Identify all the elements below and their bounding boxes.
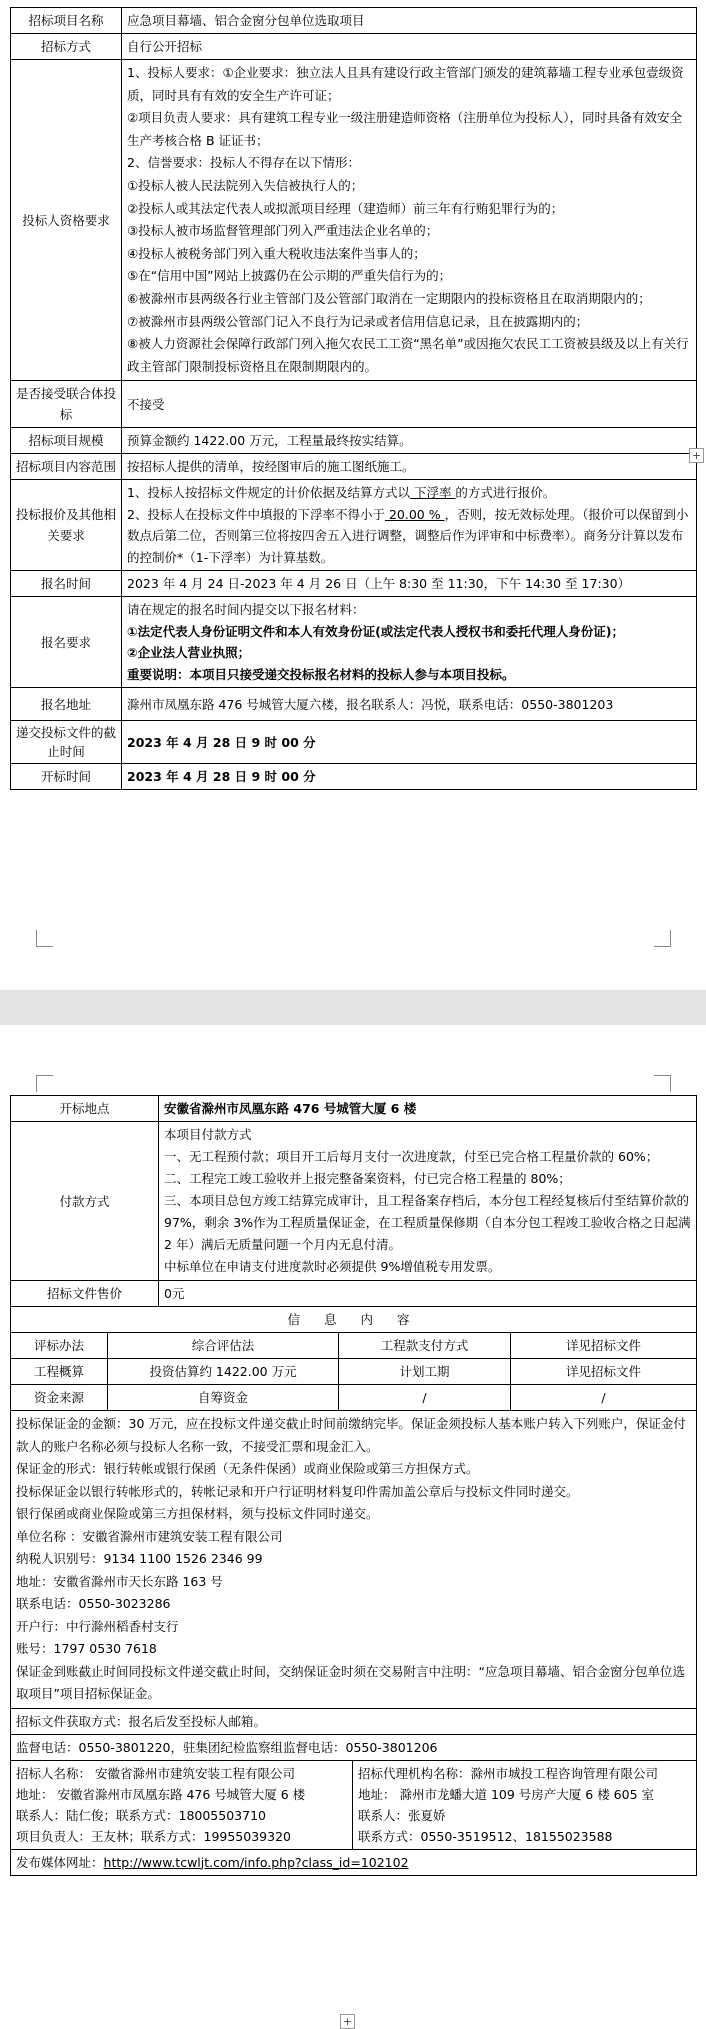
tender-info-table (10, 7, 697, 790)
value-open-time: 2023 年 4 月 28 日 9 时 00 分 (122, 764, 697, 790)
label-open-time: 开标时间 (11, 764, 122, 790)
tenderer-line: 联系人：陆仁俊；联系方式：18005503710 (16, 1807, 266, 1823)
row-qualification (11, 60, 697, 381)
row-media (11, 1849, 697, 1875)
row-info-header (11, 1307, 697, 1333)
label-deadline: 递交投标文件的截止时间 (11, 721, 122, 764)
qualification-line: ⑥被滁州市县两级各行业主管部门及公管部门取消在一定期限内的投标资格且在取消期限内的； (127, 290, 651, 306)
supervision-phone: 监督电话：0550-3801220，驻集团纪检监察组监督电话：0550-3801206 (11, 1734, 697, 1760)
qualification-line: ②投标人或其法定代表人或拟派项目经理（建造师）前三年有行贿犯罪行为的； (127, 200, 564, 216)
agent-line: 联系方式：0550-3519512、18155023588 (358, 1828, 613, 1844)
value-register-address: 滁州市凤凰东路 476 号城管大厦六楼，报名联系人：冯悦，联系电话：0550-3801203 (122, 688, 697, 721)
page-gap (0, 990, 706, 1025)
corner-mark (654, 1075, 671, 1092)
row-deadline (11, 721, 697, 764)
corner-mark (36, 1075, 53, 1092)
tender-info-table-2 (10, 1095, 697, 1876)
info-cell: / (339, 1385, 511, 1411)
info-cell: / (511, 1385, 697, 1411)
tenderer-info (11, 1760, 353, 1849)
register-req-line: ②企业法人营业执照； (127, 645, 251, 661)
value-payment (159, 1122, 697, 1281)
payment-line: 三、本项目总包方竣工结算完成审计，且工程备案存档后，本分包工程经复核后付至结算价款的 97%，剩余 3%作为工程质量保证金，在工程质量保修期（自本分包工程竣工验收合格之日起满 2 年）满后无质量问题一个月内无息付清。 (164, 1193, 691, 1252)
value-qualification (122, 60, 697, 381)
row-scope (11, 454, 697, 480)
bond-line: 保证金到账截止时间同投标文件递交截止时间，交纳保证金时须在交易附言中注明：“应急项目幕墙、铝合金窗分包单位选取项目”项目招标保证金。 (16, 1663, 685, 1701)
label-open-place: 开标地点 (11, 1096, 159, 1122)
label-fee: 招标文件售价 (11, 1281, 159, 1307)
payment-line: 本项目付款方式 (164, 1127, 252, 1142)
info-cell: 详见招标文件 (511, 1359, 697, 1385)
payment-line: 二、工程完工竣工验收并上报完整备案资料，付已完合格工程量的 80%； (164, 1171, 571, 1186)
info-cell: 综合评估法 (108, 1333, 339, 1359)
label-payment: 付款方式 (11, 1122, 159, 1281)
expand-plus-icon[interactable]: + (689, 448, 704, 463)
register-req-line: 请在规定的报名时间内提交以下报名材料： (127, 602, 365, 618)
bond-line: 银行保函或商业保险或第三方担保材料，须与投标文件同时递交。 (16, 1506, 379, 1521)
info-row (11, 1333, 697, 1359)
row-fee (11, 1281, 697, 1307)
qualification-line: ⑦被滁州市县两级公管部门记入不良行为记录或者信用信息记录，且在披露期内的； (127, 313, 589, 329)
agent-line: 联系人：张夏娇 (358, 1807, 446, 1823)
row-register-req (11, 597, 697, 688)
info-cell: 详见招标文件 (511, 1333, 697, 1359)
register-req-line: ①法定代表人身份证明文件和本人有效身份证(或法定代表人授权书和委托代理人身份证)； (127, 623, 625, 639)
document-page-1 (0, 0, 706, 990)
bond-line: 开户行：中行滁州稻香村支行 (16, 1618, 179, 1634)
label-tender-method: 招标方式 (11, 34, 122, 60)
agent-line: 地址： 滁州市龙蟠大道 109 号房产大厦 6 楼 605 室 (358, 1786, 655, 1802)
label-project-name: 招标项目名称 (11, 8, 122, 34)
row-tender-method (11, 34, 697, 60)
value-scope: 按招标人提供的清单，按经图审后的施工图纸施工。 (122, 454, 697, 480)
row-project-name (11, 8, 697, 34)
label-register-time: 报名时间 (11, 571, 122, 597)
media-link[interactable]: http://www.tcwljt.com/info.php?class_id=102102 (103, 1854, 409, 1870)
pricing-line-1: 1、投标人按招标文件规定的计价依据及结算方式以 下浮率 的方式进行报价。 (127, 485, 556, 501)
row-consortium (11, 381, 697, 428)
pricing-line-2: 2、投标人在投标文件中填报的下浮率不得小于 20.00 % ，否则，按无效标处理。（报价可以保留到小数点后第二位，否则第三位将按四舍五入进行调整，调整后作为评审和中标费率）。商务分计算以发布的控制价*（1-下浮率）为计算基数。 (127, 506, 689, 565)
qualification-line: ②项目负责人要求：具有建筑工程专业一级注册建造师资格（注册单位为投标人），同时具备有效安全生产考核合格 B 证证书； (127, 110, 682, 148)
label-consortium: 是否接受联合体投标 (11, 381, 122, 428)
bond-line: 联系电话：0550-3023286 (16, 1596, 171, 1611)
info-row (11, 1385, 697, 1411)
value-consortium: 不接受 (122, 381, 697, 428)
payment-line: 中标单位在申请支付进度款时必须提供 9%增值税专用发票。 (164, 1259, 501, 1274)
bond-line: 账号：1797 0530 7618 (16, 1641, 157, 1656)
bond-line: 地址：安徽省滁州市天长东路 163 号 (16, 1573, 223, 1589)
value-fee: 0元 (159, 1281, 697, 1307)
bond-section (11, 1411, 697, 1709)
row-register-address (11, 688, 697, 721)
row-obtain (11, 1708, 697, 1734)
value-tender-method: 自行公开招标 (122, 34, 697, 60)
obtain-method: 招标文件获取方式：报名后发至投标人邮箱。 (11, 1708, 697, 1734)
row-supervision (11, 1734, 697, 1760)
label-pricing: 投标报价及其他相关要求 (11, 480, 122, 571)
media-cell (11, 1849, 697, 1875)
value-scale: 预算金额约 1422.00 万元，工程量最终按实结算。 (122, 428, 697, 454)
qualification-line: 1、投标人要求：①企业要求：独立法人且具有建设行政主管部门颁发的建筑幕墙工程专业承包壹级资质，同时具有有效的安全生产许可证； (127, 65, 684, 103)
value-project-name: 应急项目幕墙、铝合金窗分包单位选取项目 (122, 8, 697, 34)
info-cell: 工程款支付方式 (339, 1333, 511, 1359)
info-cell: 工程概算 (11, 1359, 108, 1385)
label-register-address: 报名地址 (11, 688, 122, 721)
label-scale: 招标项目规模 (11, 428, 122, 454)
top-cut-text (10, 0, 690, 1)
tenderer-line: 地址： 安徽省滁州市凤凰东路 476 号城管大厦 6 楼 (16, 1786, 306, 1802)
corner-mark (654, 930, 671, 947)
tenderer-line: 项目负责人：王友林；联系方式：19955039320 (16, 1828, 291, 1844)
row-bond (11, 1411, 697, 1709)
qualification-line: ①投标人被人民法院列入失信被执行人的； (127, 177, 364, 193)
info-cell: 计划工期 (339, 1359, 511, 1385)
row-open-place (11, 1096, 697, 1122)
label-register-req: 报名要求 (11, 597, 122, 688)
label-scope: 招标项目内容范围 (11, 454, 122, 480)
bond-line: 投标保证金的金额：30 万元，应在投标文件递交截止时间前缴纳完毕。保证金须投标人基本账户转入下列账户，保证金付款人的账户名称必须与投标人名称一致，不接受汇票和現金汇入。 (16, 1416, 686, 1454)
row-open-time (11, 764, 697, 790)
bond-line: 保证金的形式：银行转帐或银行保函（无条件保函）或商业保险或第三方担保方式。 (16, 1461, 479, 1476)
value-open-place: 安徽省滁州市凤凰东路 476 号城管大厦 6 楼 (159, 1096, 697, 1122)
row-scale (11, 428, 697, 454)
value-register-req (122, 597, 697, 688)
row-payment (11, 1122, 697, 1281)
corner-mark (36, 930, 53, 947)
bond-line: 纳税人识别号：9134 1100 1526 2346 99 (16, 1551, 263, 1566)
qualification-line: ④投标人被税务部门列入重大税收违法案件当事人的； (127, 245, 426, 261)
value-deadline: 2023 年 4 月 28 日 9 时 00 分 (122, 721, 697, 764)
expand-plus-icon[interactable]: + (340, 2014, 355, 2029)
media-label: 发布媒体网址： (16, 1854, 104, 1870)
row-register-time (11, 571, 697, 597)
value-register-time: 2023 年 4 月 24 日-2023 年 4 月 26 日（上午 8:30 至 11:30，下午 14:30 至 17:30） (122, 571, 697, 597)
info-cell: 自筹资金 (108, 1385, 339, 1411)
qualification-line: ⑧被人力资源社会保障行政部门列入拖欠农民工工资“黑名单”或因拖欠农民工工资被县级及以上有关行政主管部门限制投标资格且在限制期限内的。 (127, 336, 689, 374)
agent-line: 招标代理机构名称：滁州市城投工程咨询管理有限公司 (358, 1765, 659, 1781)
info-cell: 评标办法 (11, 1333, 108, 1359)
document-page-2 (0, 1025, 706, 2029)
info-row (11, 1359, 697, 1385)
qualification-line: ⑤在“信用中国”网站上披露仍在公示期的严重失信行为的； (127, 268, 452, 284)
bond-line: 投标保证金以银行转帐形式的，转帐记录和开户行证明材料复印件需加盖公章后与投标文件同时递交。 (16, 1483, 579, 1499)
tenderer-line: 招标人名称： 安徽省滁州市建筑安装工程有限公司 (16, 1765, 295, 1781)
info-header: 信 息 内 容 (11, 1307, 697, 1333)
agent-info (353, 1760, 697, 1849)
value-pricing (122, 480, 697, 571)
info-cell: 资金来源 (11, 1385, 108, 1411)
label-qualification: 投标人资格要求 (11, 60, 122, 381)
bond-line: 单位名称 ：安徽省滁州市建筑安装工程有限公司 (16, 1528, 283, 1544)
row-pricing (11, 480, 697, 571)
payment-line: 一、无工程预付款；项目开工后每月支付一次进度款，付至已完合格工程量价款的 60%； (164, 1149, 659, 1164)
qualification-line: 2、信誉要求：投标人不得存在以下情形： (127, 155, 360, 171)
info-cell: 投资估算约 1422.00 万元 (108, 1359, 339, 1385)
row-contacts (11, 1760, 697, 1849)
qualification-line: ③投标人被市场监督管理部门列入严重违法企业名单的； (127, 223, 439, 239)
register-req-line: 重要说明：本项目只接受递交投标报名材料的投标人参与本项目投标。 (127, 666, 515, 682)
